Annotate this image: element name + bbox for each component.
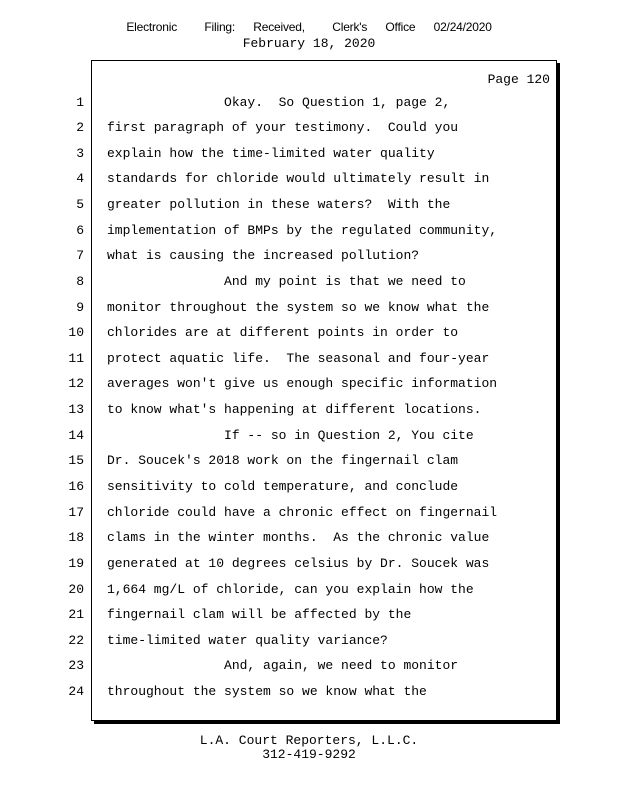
- line-text: clams in the winter months. As the chronic value: [107, 530, 490, 545]
- line-text: time-limited water quality variance?: [107, 633, 388, 648]
- line-number: 1: [76, 95, 84, 110]
- transcript-line: [0, 192, 618, 217]
- line-number: 20: [68, 582, 84, 597]
- line-number: 21: [68, 607, 84, 622]
- line-text: If -- so in Question 2, You cite: [107, 428, 474, 443]
- line-number: 12: [68, 376, 84, 391]
- transcript-line: [0, 577, 618, 602]
- line-text: generated at 10 degrees celsius by Dr. Soucek was: [107, 556, 490, 571]
- transcript-line: [0, 448, 618, 473]
- line-text: first paragraph of your testimony. Could you: [107, 120, 459, 135]
- line-text: throughout the system so we know what the: [107, 684, 427, 699]
- transcript-line: [0, 243, 618, 268]
- transcript-line: [0, 423, 618, 448]
- line-text: And my point is that we need to: [107, 274, 466, 289]
- line-text: chloride could have a chronic effect on fingernail: [107, 505, 498, 520]
- transcript-line: [0, 653, 618, 678]
- line-text: chlorides are at different points in order to: [107, 325, 459, 340]
- line-number: 6: [76, 223, 84, 238]
- transcript-line: [0, 602, 618, 627]
- line-number: 3: [76, 146, 84, 161]
- line-number: 5: [76, 197, 84, 212]
- transcript-line: [0, 474, 618, 499]
- line-text: Okay. So Question 1, page 2,: [107, 95, 451, 110]
- line-text: implementation of BMPs by the regulated community,: [107, 223, 498, 238]
- line-text: averages won't give us enough specific information: [107, 376, 498, 391]
- transcript-line: [0, 218, 618, 243]
- transcript-line: [0, 628, 618, 653]
- transcript-line: [0, 166, 618, 191]
- line-text: to know what's happening at different locations.: [107, 402, 482, 417]
- line-number: 23: [68, 658, 84, 673]
- transcript-line: [0, 500, 618, 525]
- transcript-line: [0, 295, 618, 320]
- line-number: 11: [68, 351, 84, 366]
- line-text: monitor throughout the system so we know what the: [107, 300, 490, 315]
- line-number: 15: [68, 453, 84, 468]
- line-text: standards for chloride would ultimately result in: [107, 171, 490, 186]
- transcript-line: [0, 346, 618, 371]
- line-text: And, again, we need to monitor: [107, 658, 459, 673]
- line-text: Dr. Soucek's 2018 work on the fingernail clam: [107, 453, 459, 468]
- transcript-line: [0, 141, 618, 166]
- transcript-line: [0, 115, 618, 140]
- line-text: explain how the time-limited water quality: [107, 146, 435, 161]
- footer-phone: 312-419-9292: [262, 747, 356, 762]
- page-number: Page 120: [487, 72, 550, 87]
- line-text: fingernail clam will be affected by the: [107, 607, 412, 622]
- electronic-filing-stamp: Electronic Filing: Received, Clerk's Office 02/24/2020: [126, 20, 492, 34]
- transcript-date: February 18, 2020: [242, 36, 376, 51]
- line-number: 2: [76, 120, 84, 135]
- line-number: 17: [68, 505, 84, 520]
- footer-company: L.A. Court Reporters, L.L.C.: [199, 733, 419, 748]
- line-text: sensitivity to cold temperature, and conclude: [107, 479, 459, 494]
- line-number: 18: [68, 530, 84, 545]
- transcript-line: [0, 551, 618, 576]
- transcript-line: [0, 269, 618, 294]
- transcript-line: [0, 90, 618, 115]
- transcript-line: [0, 525, 618, 550]
- line-number: 10: [68, 325, 84, 340]
- transcript-line: [0, 371, 618, 396]
- line-number: 14: [68, 428, 84, 443]
- line-number: 22: [68, 633, 84, 648]
- line-number: 24: [68, 684, 84, 699]
- line-number: 9: [76, 300, 84, 315]
- line-number: 13: [68, 402, 84, 417]
- line-text: greater pollution in these waters? With the: [107, 197, 451, 212]
- line-number: 7: [76, 248, 84, 263]
- line-number: 8: [76, 274, 84, 289]
- line-text: 1,664 mg/L of chloride, can you explain how the: [107, 582, 474, 597]
- line-number: 4: [76, 171, 84, 186]
- line-number: 19: [68, 556, 84, 571]
- transcript-line: [0, 679, 618, 704]
- line-text: protect aquatic life. The seasonal and four-year: [107, 351, 490, 366]
- transcript-line: [0, 320, 618, 345]
- line-text: what is causing the increased pollution?: [107, 248, 420, 263]
- transcript-line: [0, 397, 618, 422]
- line-number: 16: [68, 479, 84, 494]
